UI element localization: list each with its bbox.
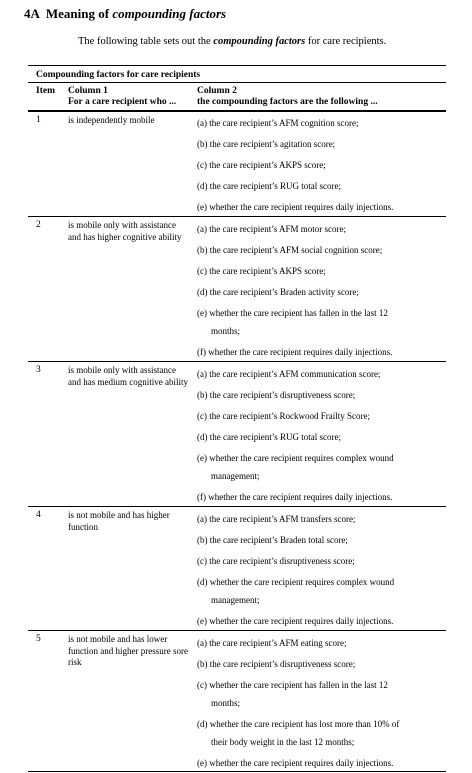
column2-title: Column 2 bbox=[197, 86, 237, 96]
row-2-factor-a: (a) the care recipient’s AFM motor score; bbox=[197, 224, 346, 234]
column1-header bbox=[68, 86, 176, 108]
row-4-factor-a: (a) the care recipient’s AFM transfers score; bbox=[197, 514, 356, 524]
row-5-factor-b: (b) the care recipient’s disruptiveness score; bbox=[197, 659, 356, 669]
row-2-factor-d: (d) the care recipient’s Braden activity score; bbox=[197, 287, 359, 297]
row-5-rule bbox=[28, 771, 446, 772]
intro-term: compounding factors bbox=[213, 36, 306, 47]
table-top-rule bbox=[28, 65, 446, 66]
intro-text-before: The following table sets out the bbox=[78, 36, 214, 47]
column2-header bbox=[197, 86, 378, 108]
row-5-factor-c-cont: months; bbox=[211, 698, 241, 708]
section-heading-prefix: Meaning of bbox=[45, 6, 113, 21]
row-2-factor-b: (b) the care recipient’s AFM social cognition score; bbox=[197, 245, 383, 255]
row-1-description: is independently mobile bbox=[68, 115, 155, 125]
row-3-item: 3 bbox=[36, 365, 41, 375]
row-1-item: 1 bbox=[36, 115, 41, 125]
row-3-factor-e-cont: management; bbox=[211, 471, 260, 481]
row-4-factor-d-cont: management; bbox=[211, 595, 260, 605]
row-5-item: 5 bbox=[36, 634, 41, 644]
header-rule bbox=[28, 110, 446, 112]
row-5-factor-d: (d) whether the care recipient has lost more than 10% of bbox=[197, 719, 400, 729]
row-1-factor-d: (d) the care recipient’s RUG total score; bbox=[197, 181, 341, 191]
row-5-factor-a: (a) the care recipient’s AFM eating score; bbox=[197, 638, 347, 648]
item-header: Item bbox=[36, 86, 55, 96]
row-1-factor-e: (e) whether the care recipient requires daily injections. bbox=[197, 202, 394, 212]
row-5-factor-c: (c) whether the care recipient has fallen in the last 12 bbox=[197, 680, 388, 690]
section-heading-term: compounding factors bbox=[112, 6, 227, 21]
column1-subtitle: For a care recipient who ... bbox=[68, 97, 177, 107]
row-5-factor-d-cont: their body weight in the last 12 months; bbox=[211, 737, 355, 747]
section-heading bbox=[24, 6, 226, 22]
row-2-factor-e-cont: months; bbox=[211, 326, 241, 336]
row-5-description: is not mobile and has lower function and higher pressure sore risk bbox=[68, 634, 188, 667]
column2-subtitle: the compounding factors are the following ... bbox=[197, 97, 378, 107]
row-2-description: is mobile only with assistance and has higher cognitive ability bbox=[68, 220, 182, 242]
intro-paragraph bbox=[78, 36, 386, 47]
row-2-factor-c: (c) the care recipient’s AKPS score; bbox=[197, 266, 326, 276]
row-3-factor-a: (a) the care recipient’s AFM communication score; bbox=[197, 369, 381, 379]
column1-title: Column 1 bbox=[68, 86, 108, 96]
row-4-factor-b: (b) the care recipient’s Braden total score; bbox=[197, 535, 348, 545]
row-4-factor-d: (d) whether the care recipient requires complex wound bbox=[197, 577, 395, 587]
intro-text-after: for care recipients. bbox=[305, 36, 387, 47]
row-2-item: 2 bbox=[36, 220, 41, 230]
row-4-item: 4 bbox=[36, 510, 41, 520]
row-3-rule bbox=[28, 506, 446, 507]
row-4-rule bbox=[28, 630, 446, 631]
row-4-factor-e: (e) whether the care recipient requires daily injections. bbox=[197, 616, 394, 626]
row-3-description: is mobile only with assistance and has medium cognitive ability bbox=[68, 365, 188, 387]
row-3-factor-d: (d) the care recipient’s RUG total score; bbox=[197, 432, 341, 442]
row-1-rule bbox=[28, 216, 446, 217]
section-number: 4A bbox=[24, 6, 40, 21]
row-2-rule bbox=[28, 361, 446, 362]
row-4-factor-c: (c) the care recipient’s disruptiveness score; bbox=[197, 556, 355, 566]
row-3-factor-f: (f) whether the care recipient requires daily injections. bbox=[197, 492, 393, 502]
row-4-description: is not mobile and has higher function bbox=[68, 510, 170, 532]
row-1-factor-a: (a) the care recipient’s AFM cognition score; bbox=[197, 118, 359, 128]
row-2-factor-f: (f) whether the care recipient requires daily injections. bbox=[197, 347, 393, 357]
row-3-factor-e: (e) whether the care recipient requires complex wound bbox=[197, 453, 394, 463]
row-5-factor-e: (e) whether the care recipient requires daily injections. bbox=[197, 758, 394, 768]
row-2-factor-e: (e) whether the care recipient has fallen in the last 12 bbox=[197, 308, 388, 318]
table-caption: Compounding factors for care recipients bbox=[36, 70, 201, 80]
caption-rule bbox=[28, 82, 446, 83]
row-3-factor-c: (c) the care recipient’s Rockwood Frailty Score; bbox=[197, 411, 370, 421]
row-1-factor-b: (b) the care recipient’s agitation score; bbox=[197, 139, 336, 149]
row-1-factor-c: (c) the care recipient’s AKPS score; bbox=[197, 160, 326, 170]
row-3-factor-b: (b) the care recipient’s disruptiveness score; bbox=[197, 390, 356, 400]
